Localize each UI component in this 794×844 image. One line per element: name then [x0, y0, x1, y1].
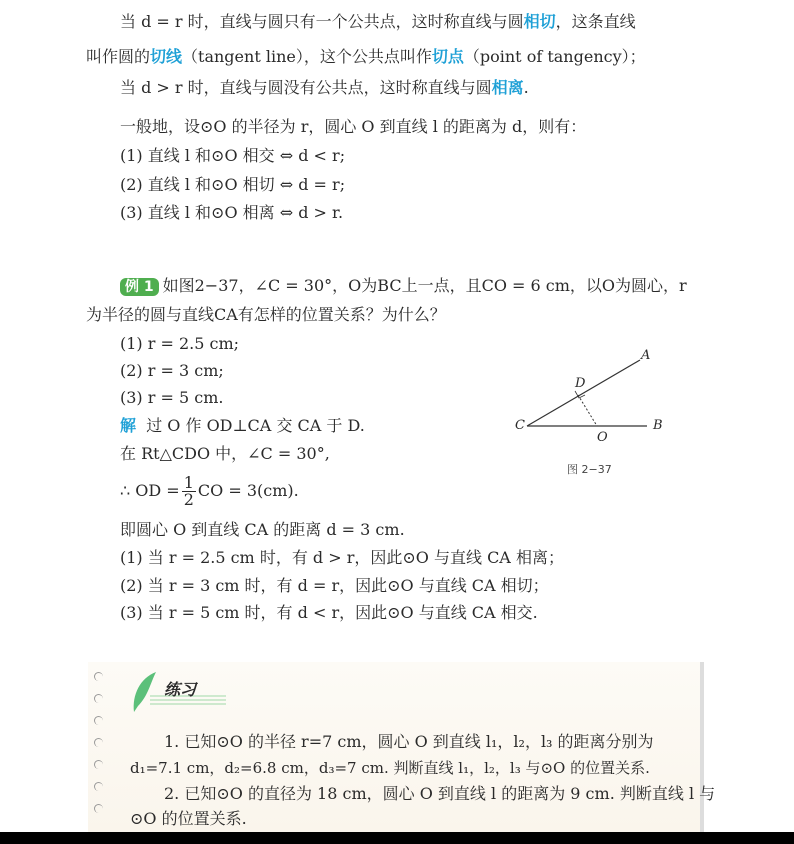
solution-label: 解 — [120, 416, 137, 435]
solution-line-2: 在 Rt△CDO 中，∠C = 30°, — [120, 444, 330, 463]
answer: (1) 当 r = 2.5 cm 时，有 d > r，因此⊙O 与直线 CA 相离； — [120, 548, 564, 567]
answer: (3) 当 r = 5 cm 时，有 d < r，因此⊙O 与直线 CA 相交. — [120, 603, 538, 622]
label-A: A — [641, 348, 651, 363]
bottom-black-bar — [0, 832, 794, 844]
general-intro: 一般地，设⊙O 的半径为 r，圆心 O 到直线 l 的距离为 d，则有： — [120, 117, 587, 136]
text: （point of tangency）； — [463, 47, 646, 66]
text: 当 d = r 时，直线与圆只有一个公共点，这时称直线与圆 — [120, 12, 524, 31]
example-case: (3) r = 5 cm. — [120, 388, 224, 407]
practice-box — [88, 662, 716, 832]
exercise-2-line-2: ⊙O 的位置关系. — [130, 809, 247, 828]
text: 当 d > r 时，直线与圆没有公共点，这时称直线与圆 — [120, 78, 492, 97]
binder-ring — [94, 716, 103, 725]
text: 如图2−37，∠C = 30°，O为BC上一点，且CO = 6 cm，以O为圆心，r — [162, 276, 687, 295]
label-O: O — [597, 430, 608, 445]
text: ，这条直线 — [555, 12, 636, 31]
triangle-diagram — [505, 340, 685, 480]
general-item: (3) 直线 l 和⊙O 相离 ⇔ d > r. — [120, 203, 344, 222]
para-line-3 — [120, 78, 529, 98]
answer: (2) 当 r = 3 cm 时，有 d = r，因此⊙O 与直线 CA 相切； — [120, 576, 549, 595]
text: . — [523, 78, 529, 97]
text: CO = 3(cm). — [197, 481, 299, 500]
exercise-2-line-1: 2. 已知⊙O 的直径为 18 cm，圆心 O 到直线 l 的距离为 9 cm. 判断直线 l 与 — [164, 784, 716, 803]
example-question-line-1 — [120, 276, 687, 296]
para-line-2 — [86, 47, 646, 67]
term-tangent-line: 切线 — [150, 47, 183, 66]
numerator: 1 — [183, 473, 194, 492]
binder-ring — [94, 694, 103, 703]
label-B: B — [653, 418, 663, 433]
solution-line-3 — [120, 474, 299, 508]
term-tangency-point: 切点 — [431, 47, 464, 66]
figure-2-37 — [505, 340, 685, 480]
exercise-1-line-2: d₁=7.1 cm，d₂=6.8 cm，d₃=7 cm. 判断直线 l₁，l₂，l₃ 与⊙O 的位置关系. — [130, 759, 650, 777]
text: 叫作圆的 — [86, 47, 151, 66]
solution-line-1 — [120, 416, 365, 436]
example-question-line-2: 为半径的圆与直线CA有怎样的位置关系？为什么？ — [86, 305, 446, 324]
text: 过 O 作 OD⊥CA 交 CA 于 D. — [146, 416, 365, 435]
figure-caption: 图 2−37 — [567, 463, 612, 476]
general-item: (2) 直线 l 和⊙O 相切 ⇔ d = r; — [120, 175, 346, 194]
para-line-1 — [120, 12, 636, 32]
exercise-1-line-1: 1. 已知⊙O 的半径 r=7 cm，圆心 O 到直线 l₁，l₂，l₃ 的距离分别为 — [164, 732, 654, 751]
term-tangent: 相切 — [523, 12, 556, 31]
solution-line-4: 即圆心 O 到直线 CA 的距离 d = 3 cm. — [120, 520, 405, 539]
line-OD — [578, 395, 597, 426]
text: （tangent line），这个公共点叫作 — [182, 47, 432, 66]
binder-ring — [94, 782, 103, 791]
label-D: D — [575, 376, 586, 391]
binder-ring — [94, 672, 103, 681]
label-C: C — [515, 418, 525, 433]
practice-title: 练习 — [164, 680, 197, 699]
example-badge: 例 1 — [120, 278, 159, 296]
text: ∴ OD = — [120, 481, 180, 500]
binder-ring — [94, 738, 103, 747]
fraction-one-half — [182, 475, 196, 508]
binder-ring — [94, 804, 103, 813]
general-item: (1) 直线 l 和⊙O 相交 ⇔ d < r; — [120, 146, 346, 165]
example-case: (2) r = 3 cm; — [120, 361, 224, 380]
example-case: (1) r = 2.5 cm; — [120, 334, 240, 353]
denominator: 2 — [183, 490, 194, 509]
binder-ring — [94, 760, 103, 769]
term-separate: 相离 — [491, 78, 524, 97]
